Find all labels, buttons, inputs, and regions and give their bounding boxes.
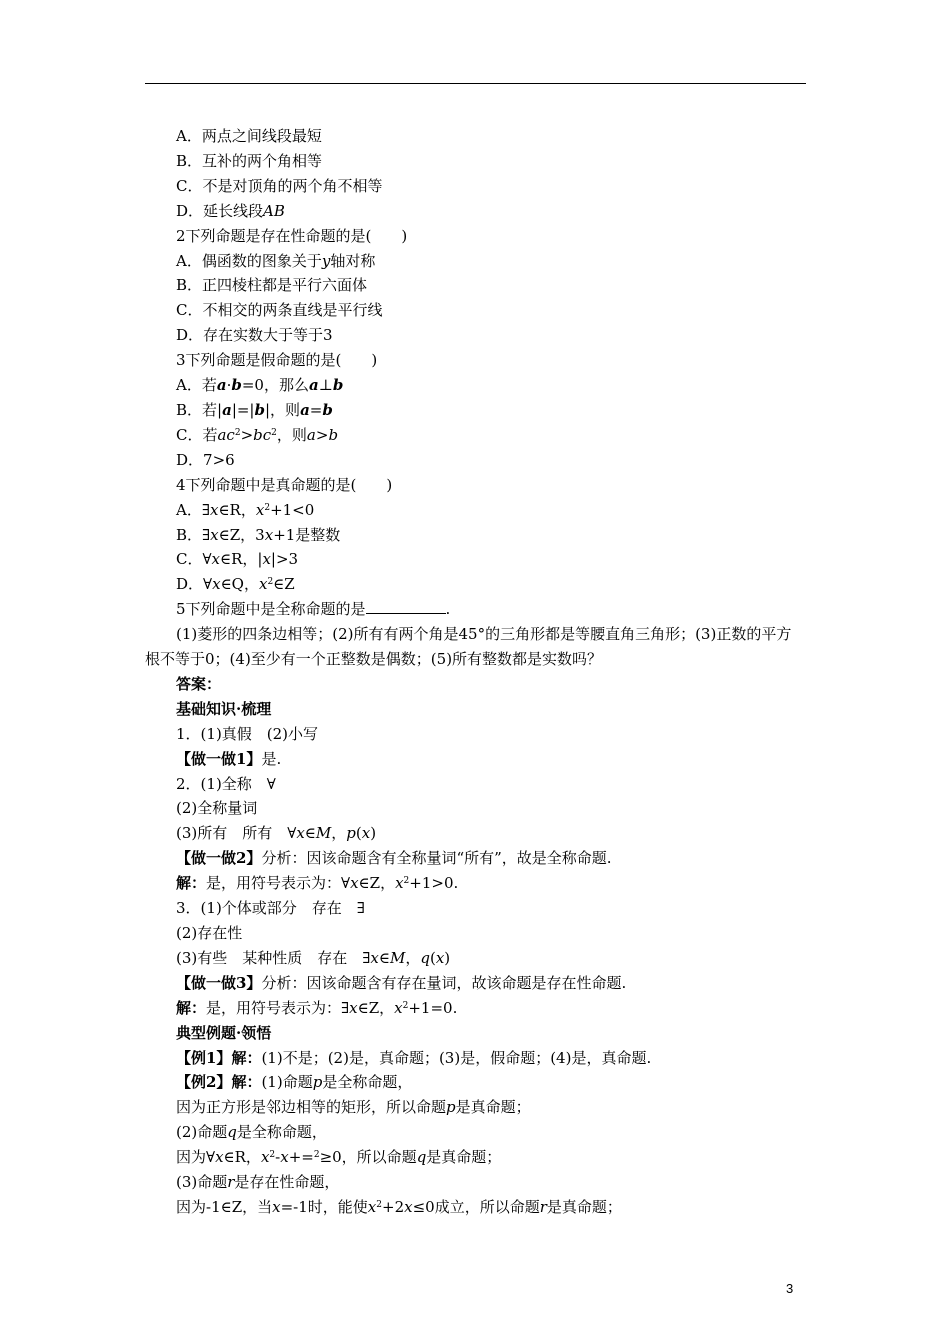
page-number: 3 (786, 1281, 794, 1296)
example-2-line-2: 因为正方形是邻边相等的矩形，所以命题p是真命题； (176, 1098, 531, 1117)
q2-option-b: B．正四棱柱都是平行六面体 (176, 276, 368, 295)
example-2-line-6: 因为-1∈Z，当x=-1时，能使$x^2+2x\le 0$成立，所以命题r是真命题； (176, 1197, 622, 1216)
answer-blank (366, 599, 446, 614)
q1-option-c: C．不是对顶角的两个角不相等 (176, 176, 383, 195)
example-2-line-5: (3)命题r是存在性命题， (176, 1173, 340, 1192)
q2-option-a: A．偶函数的图象关于y轴对称 (176, 251, 376, 270)
answer-line-2a: 2．(1)全称 ∀ (176, 774, 276, 793)
answer-line-3a: 3．(1)个体或部分 存在 ∃ (176, 899, 365, 918)
example-2-line-3: (2)命题q是全称命题， (176, 1123, 327, 1142)
try-3-solution: 解：是，用符号表示为：∃x∈Z，$x^2+1=0$. (176, 998, 458, 1017)
q4-option-c: C．∀x∈R，|x|>3 (176, 550, 299, 569)
q1-option-b: B．互补的两个角相等 (176, 151, 323, 170)
try-2-solution: 解：是，用符号表示为：∀x∈Z，$x^2+1>0$. (176, 874, 459, 893)
q4-option-a: A．∃x∈R，$x^2+1<0$ (176, 500, 315, 519)
answer-line-2b: (2)全称量词 (176, 799, 258, 818)
example-2-line-4: 因为∀x∈R，$x^2-x+=^2\ge 0$，所以命题q是真命题； (176, 1148, 502, 1167)
try-1: 【做一做1】是. (176, 749, 282, 768)
q1-option-a: A．两点之间线段最短 (176, 127, 322, 145)
q3-stem: 3下列命题是假命题的是( ) (176, 351, 378, 370)
q3-option-a: A．若a·b=0，那么a⊥b (176, 376, 344, 395)
try-2: 【做一做2】分析：因该命题含有全称量词“所有”，故是全称命题. (176, 849, 612, 868)
q3-option-d: D．7>6 (176, 450, 235, 469)
header-rule (145, 83, 806, 84)
q4-stem: 4下列命题中是真命题的是( ) (176, 475, 393, 494)
q2-stem: 2下列命题是存在性命题的是( ) (176, 226, 408, 245)
q5-body: (1)菱形的四条边相等；(2)所有有两个角是45°的三角形都是等腰直角三角形；(3)正数的平方根不等于0；(4)至少有一个正整数是偶数；(5)所有整数都是实数吗？ (145, 625, 792, 669)
answers-heading: 答案： (176, 674, 222, 693)
q1-option-d: D．延长线段AB (176, 201, 285, 220)
example-2: 【例2】解：(1)命题p是全称命题， (176, 1073, 413, 1092)
answer-line-3c: (3)有些 某种性质 存在 ∃x∈M，q(x) (176, 948, 451, 967)
document-body (145, 124, 806, 1220)
q4-option-d: D．∀x∈Q，$x^2\in Z$ (176, 575, 295, 594)
q3-option-b: B．若|a|=|b|，则a=b (176, 400, 333, 419)
answer-line-1: 1．(1)真假 (2)小写 (176, 724, 319, 743)
q5-stem: 5下列命题中是全称命题的是 . (176, 600, 451, 619)
q2-option-d: D．存在实数大于等于3 (176, 326, 333, 345)
section-basic-knowledge: 基础知识·梳理 (176, 699, 272, 718)
example-1: 【例1】解：(1)不是；(2)是，真命题；(3)是，假命题；(4)是，真命题. (176, 1048, 652, 1067)
q3-option-c: C．若$ac^2>bc^2$，则a>b (176, 425, 339, 444)
q4-option-b: B．∃x∈Z，3x+1是整数 (176, 525, 341, 544)
try-3: 【做一做3】分析：因该命题含有存在量词，故该命题是存在性命题. (176, 973, 627, 992)
answer-line-2c: (3)所有 所有 ∀x∈M，p(x) (176, 824, 377, 843)
section-typical-examples: 典型例题·领悟 (176, 1023, 272, 1042)
q2-option-c: C．不相交的两条直线是平行线 (176, 301, 383, 320)
answer-line-3b: (2)存在性 (176, 924, 243, 942)
